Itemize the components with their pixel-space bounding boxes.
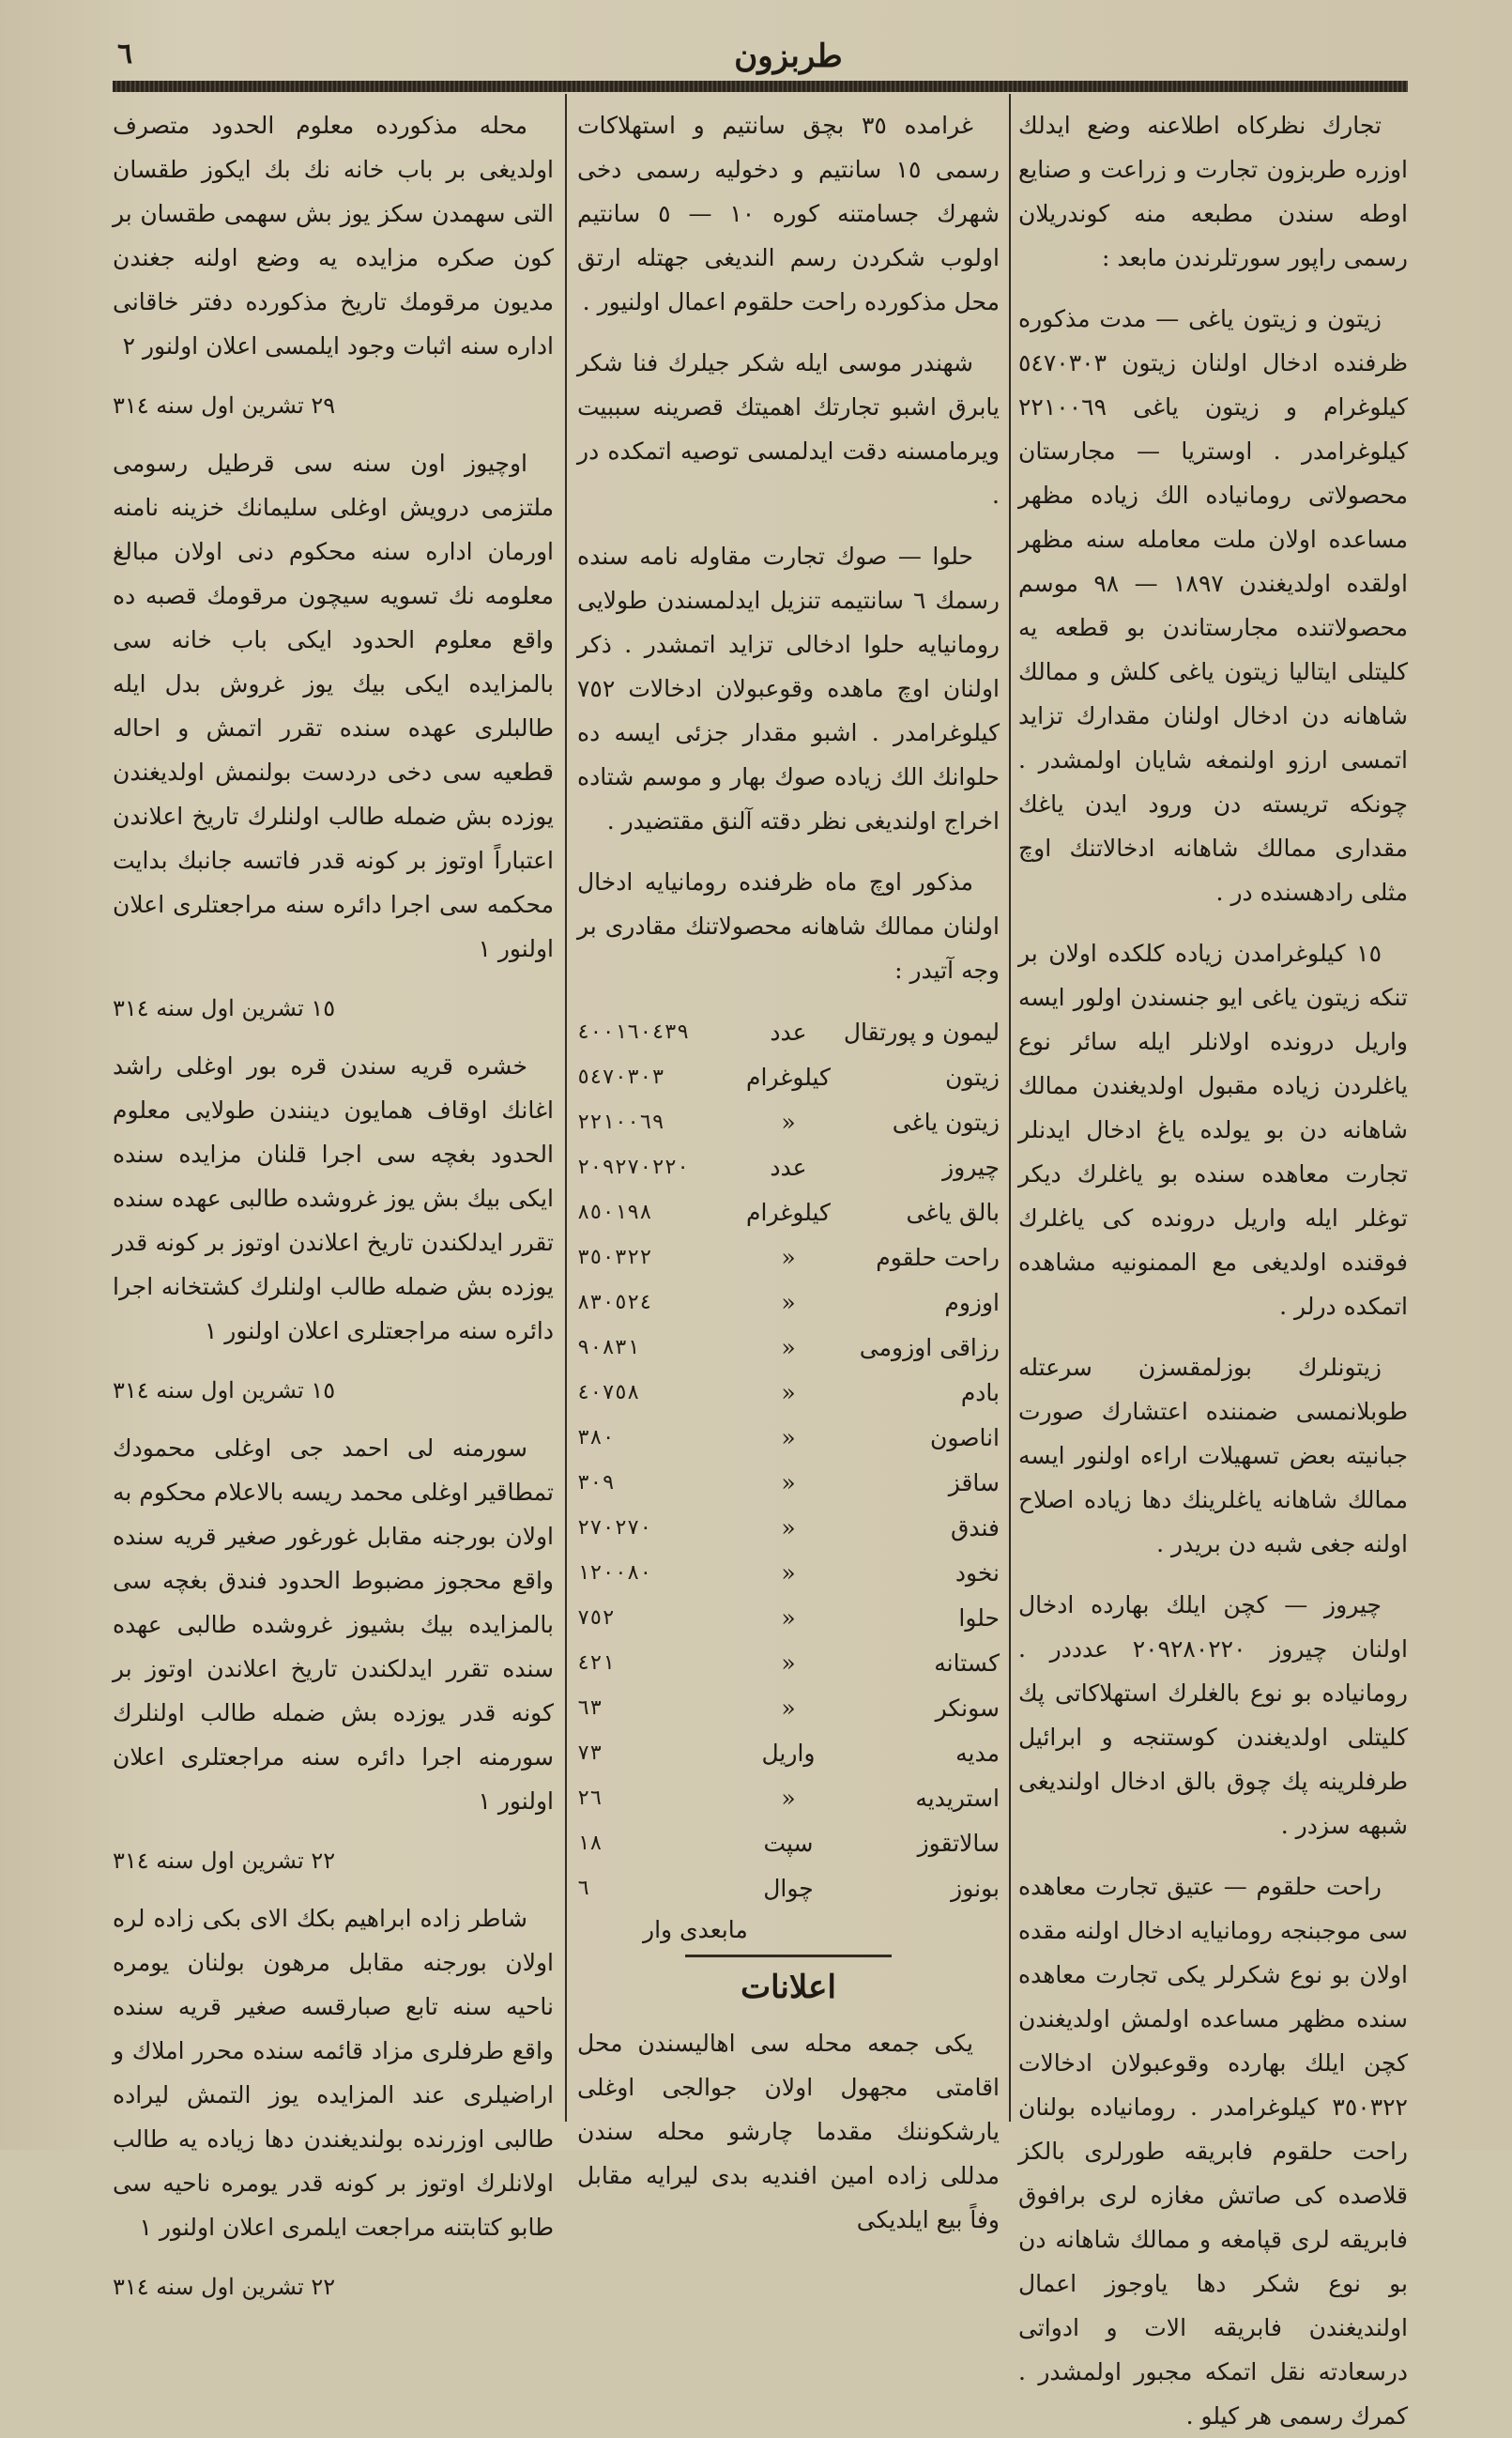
commodity-name: مديه xyxy=(955,1739,1000,1767)
commodity-unit: سپت xyxy=(763,1829,814,1857)
announcement-paragraph: يكى جمعه محله سى اهاليسندن محل اقامتى مجهول اولان جوالجى اوغلى يارشكوننك مقدما چارشو محله سندن مدللى زاده امين افنديه بدى ليرايه مقابل وفاً بيع ايلديكى xyxy=(577,2030,1000,2233)
commodity-name: كستانه xyxy=(934,1648,1000,1677)
commodity-unit: « xyxy=(781,1243,796,1271)
commodity-name: اوزوم xyxy=(944,1288,1000,1316)
commodity-row xyxy=(577,1505,1000,1550)
commodity-row xyxy=(577,1460,1000,1505)
commodity-row xyxy=(577,1234,1000,1280)
commodity-unit: « xyxy=(781,1423,796,1451)
commodity-name: بادم xyxy=(960,1378,1000,1406)
commodity-row xyxy=(577,1099,1000,1144)
commodity-name: ساقز xyxy=(948,1468,1000,1496)
announcement-paragraph: سورمنه لى احمد جى اوغلى محمودك تمطاقير اوغلى محمد ريسه بالاعلام محكوم به اولان بورجنه مقابل غورغور صغير قريه سنده واقع محجوز مضبوط الحدود فندق بغچه سى بالمزايده بيك بشيوز غروشده طالبى عهده سنده تقرر ايدلكندن تاريخ اعلاندن اوتوز بر كونه قدر يوزده بش ضمله طالب اولنلرك سورمنه اجرا دائره سنه مراجعتلرى اعلان اولنور ١ xyxy=(113,1434,554,1815)
commodity-unit: « xyxy=(781,1694,796,1722)
commodity-name: ليمون و پورتقال xyxy=(843,1018,1000,1046)
left-column xyxy=(113,103,554,2300)
commodity-name: چيروز xyxy=(942,1153,1000,1181)
commodity-name: راحت حلقوم xyxy=(876,1243,1000,1271)
commodity-quantity: ٤٠٠١٦٠٤٣٩ xyxy=(577,1020,690,1044)
commodity-name: استريديه xyxy=(915,1784,1000,1812)
article-paragraph: مذكور اوچ ماه ظرفنده رومانيايه ادخال اولنان ممالك شاهانه محصولاتنك مقادرى بر وجه آتيدر : xyxy=(577,868,1000,984)
commodity-quantity: ٨٣٠٥٢٤ xyxy=(577,1290,652,1314)
commodity-name: حلوا xyxy=(958,1603,1000,1632)
announcement-date: ٢٩ تشرين اول سنه ٣١٤ xyxy=(113,392,336,419)
commodity-name: فندق xyxy=(950,1513,1000,1541)
commodity-row xyxy=(577,1189,1000,1234)
commodity-unit: « xyxy=(781,1108,796,1136)
commodity-unit: « xyxy=(781,1603,796,1632)
commodity-unit: عدد xyxy=(770,1018,807,1046)
commodity-name: بونوز xyxy=(951,1874,1000,1902)
commodity-quantity: ٢٧٠٢٧٠ xyxy=(577,1515,652,1540)
commodity-name: سونكر xyxy=(935,1694,1000,1722)
commodity-name: زيتون ياغى xyxy=(892,1108,1000,1136)
article-paragraph: حلوا — صوك تجارت مقاوله نامه سنده رسمك ٦ سانتيمه تنزيل ايدلمسندن طولايى رومانيايه حلوا ادخالى تزايد اتمشدر . ذكر اولنان اوچ ماهده وقوعبولان ادخالات ٧٥٢ كيلوغرامدر . اشبو مقدار جزئى ايسه ده حلوانك الك زياده صوك بهار و موسم شتاده اخراج اولنديغى نظر دقته آلنق مقتضيدر . xyxy=(577,543,1000,835)
commodity-name: زيتون xyxy=(945,1063,1000,1091)
section-divider xyxy=(685,1955,892,1957)
commodity-name: رزاقى اوزومى xyxy=(859,1333,1000,1361)
announcement-date: ١٥ تشرين اول سنه ٣١٤ xyxy=(113,995,336,1021)
announcements-title: اعلانات xyxy=(741,1969,836,2006)
article-paragraph: زيتون و زيتون ياغى — مدت مذكوره ظرفنده ادخال اولنان زيتون ٥٤٧٠٣٠٣ كيلوغرام و زيتون ياغى ٢٢١٠٠٦٩ كيلوغرامدر . اوستريا — مجارستان محصولاتى رومانياده الك زياده مظهر مساعده اولان ملت معامله سنه مظهر اولقده اولديغندن ١٨٩٧ — ٩٨ موسم محصولاتنده مجارستاندن بو قطعه يه كليتلى ايتاليا زيتون ياغى كلش و ممالك شاهانه دن ادخال اولنان مقدارك تزايد اتمسى ارزو اولنمغه شايان اولمشدر . چونكه تريسته دن ورود ايدن ياغك مقدارى ممالك شاهانه ادخالاتنك اوچ مثلى رادهسنده در . xyxy=(1018,305,1408,906)
announcement-paragraph: خشره قريه سندن قره بور اوغلى راشد اغانك اوقاف همايون دينندن طولايى معلوم الحدود بغچه سى اجرا قلنان مزايده سنده ايكى بيك بش يوز غروشده طالبى عهده سنده تقرر ايدلكندن تاريخ اعلاندن اوتوز بر كونه قدر يوزده بش ضمله طالب اولنلرك كشتخانه اجرا دائره سنه مراجعتلرى اعلان اولنور ١ xyxy=(113,1052,554,1344)
commodity-row xyxy=(577,1685,1000,1730)
article-paragraph: غرامده ٣٥ بچق سانتيم و استهلاكات رسمى ١٥ سانتيم و دخوليه رسمى دخى شهرك جسامتنه كوره ١٠ — ٥ سانتيم اولوب شكردن رسم النديغى جهتله ارتق محل مذكورده راحت حلقوم اعمال اولنيور . xyxy=(577,112,1000,315)
right-column xyxy=(1018,103,1408,2430)
commodity-name: سالاتقوز xyxy=(917,1829,1000,1857)
article-paragraph: تجارك نظركاه اطلاعنه وضع ايدلك اوزره طربزون تجارت و زراعت و صنايع اوطه سندن مطبعه منه كوندريلان رسمى راپور سورتلرندن مابعد : xyxy=(1018,112,1408,271)
commodity-quantity: ٨٥٠١٩٨ xyxy=(577,1200,652,1224)
commodity-row xyxy=(577,1730,1000,1775)
commodity-row xyxy=(577,1370,1000,1415)
announcement-date: ١٥ تشرين اول سنه ٣١٤ xyxy=(113,1377,336,1403)
commodity-quantity: ٣٠٩ xyxy=(577,1470,615,1495)
commodity-row xyxy=(577,1009,1000,1054)
commodity-unit: « xyxy=(781,1513,796,1541)
commodity-quantity: ٢٦ xyxy=(577,1786,603,1810)
column-divider xyxy=(1009,94,1011,2122)
commodity-unit: واريل xyxy=(761,1739,816,1767)
commodity-row xyxy=(577,1865,1000,1910)
column-divider xyxy=(565,94,567,2122)
commodity-quantity: ٩٠٨٣١ xyxy=(577,1335,640,1359)
announcement-paragraph: محله مذكورده معلوم الحدود متصرف اولديغى بر باب خانه نك بك ايكوز طقسان التى سهمدن سكز يوز بش سهمى طقسان بر كون صكره مزايده يه وضع اولنه جغندن مديون مرقومك تاريخ مذكورده دفتر خاقانى اداره سنه اثبات وجود ايلمسى اعلان اولنور ٢ xyxy=(113,112,554,360)
commodity-quantity: ٤٢١ xyxy=(577,1650,615,1675)
commodity-quantity: ١٢٠٠٨٠ xyxy=(577,1560,652,1585)
article-paragraph: چيروز — كچن ايلك بهارده ادخال اولنان چيروز ٢٠٩٢٨٠٢٢٠ عدددر . رومانياده بو نوع بالغلرك استهلاكاتى پك كليتلى اولديغندن كوستنجه و ابرائيل طرفلرينه پك چوق بالق ادخال اولنديغى شبهه سزدر . xyxy=(1018,1591,1408,1839)
middle-column xyxy=(577,103,1000,2233)
article-paragraph: شهندر موسى ايله شكر جيلرك فنا شكر يابرق اشبو تجارتك اهميتك قصرينه سببيت ويرمامسنه دقت ايدلمسى توصيه اتمكده در . xyxy=(577,349,1000,509)
commodity-unit: « xyxy=(781,1558,796,1587)
page-number: ٦ xyxy=(117,38,133,70)
commodity-unit: « xyxy=(781,1288,796,1316)
commodity-quantity: ٣٥٠٣٢٢ xyxy=(577,1245,652,1269)
commodity-row xyxy=(577,1325,1000,1370)
commodity-quantity: ٧٣ xyxy=(577,1740,603,1765)
commodity-unit: « xyxy=(781,1784,796,1812)
header-rule xyxy=(113,81,1408,92)
commodity-unit: عدد xyxy=(770,1153,807,1181)
commodity-quantity: ٧٥٢ xyxy=(577,1605,615,1630)
commodity-unit: « xyxy=(781,1378,796,1406)
commodity-row xyxy=(577,1550,1000,1595)
commodity-unit: « xyxy=(781,1468,796,1496)
commodity-unit: « xyxy=(781,1648,796,1677)
article-paragraph: ١٥ كيلوغرامدن زياده كلكده اولان بر تنكه زيتون ياغى ايو جنسندن اولور ايسه واريل درونده اولانلر ايله سائر نوع ياغلردن زياده مقبول اولديغندن ممالك شاهانه دن بو يولده ياغ ادخال ايدنلر تجارت معاهده سنده بو ياغلرك ديكر توغلر ايله واريل درونده كى ياغلرك فوقنده اولديغى مع الممنونيه مشاهده اتمكده درلر . xyxy=(1018,940,1408,1320)
commodity-quantity: ٦ xyxy=(577,1876,590,1900)
commodity-row xyxy=(577,1775,1000,1820)
commodity-row xyxy=(577,1640,1000,1685)
announcement-paragraph: اوچيوز اون سنه سى قرطيل رسومى ملتزمى درويش اوغلى سليمانك خزينه نامنه اورمان اداره سنه محكوم دنى اولان مبالغ معلومه نك تسويه سيچون مرقومك قصبه ده واقع معلوم الحدود ايكى باب خانه سى بالمزايده ايكى بيك يوز غروش بدل ايله طالبلرى عهده سنده تقرر اتمش و احاله قطعيه سى دخى دردست بولنمش اولديغندن يوزده بش ضمله طالب اولنلرك تاريخ اعلاندن اعتباراً اوتوز بر كونه قدر فاتسه جانبك بدايت محكمه سى اجرا دائره سنه مراجعتلرى اعلان اولنور ١ xyxy=(113,450,554,962)
commodity-quantity: ١٨ xyxy=(577,1831,603,1855)
commodity-unit: كيلوغرام xyxy=(746,1063,831,1091)
newspaper-title: طربزون xyxy=(734,38,843,75)
commodity-unit: چوال xyxy=(763,1874,814,1902)
article-paragraph: راحت حلقوم — عتيق تجارت معاهده سى موجبنجه رومانيايه ادخال اولنه مقده اولان بو نوع شكرلر يكى تجارت معاهده سنده مظهر مساعده اولمش اولديغندن كچن ايلك بهارده وقوعبولان ادخالات ٣٥٠٣٢٢ كيلوغرامدر . رومانياده بولنان راحت حلقوم فابريقه طورلرى بالكز قلاصده كى صاتش مغازه لرى برافوق فابريقه لرى قپامغه و ممالك شاهانه دن بو نوع شكر دها ياوجوز اعمال اولنديغندن فابريقه الات و ادواتى درسعادته نقل اتمكه مجبور اولمشدر . كمرك رسمى هر كيلو . xyxy=(1018,1873,1408,2430)
commodity-name: اناصون xyxy=(929,1423,1000,1451)
continued-note: مابعدى وار xyxy=(643,1916,748,1943)
announcement-paragraph: شاطر زاده ابراهيم بكك الاى بكى زاده لره اولان بورجنه مقابل مرهون بولنان يومره ناحيه سنه تابع صبارقسه صغير قريه سنده واقع طرفلرى مزاد قائمه سنده محرر املاك و اراضيلرى عند المزايده يوز التمش ليراده طالبى اوزرنده بولنديغندن دها زياده يه طالب اولانلرك اوتوز بر كونه قدر يومره ناحيه سى طابو كتابتنه مراجعت ايلمرى اعلان اولنور ١ xyxy=(113,1905,554,2241)
commodity-row xyxy=(577,1144,1000,1189)
commodity-quantity: ٢٠٩٢٧٠٢٢٠ xyxy=(577,1155,690,1179)
commodity-quantity: ٥٤٧٠٣٠٣ xyxy=(577,1065,664,1089)
commodity-name: نخود xyxy=(955,1558,1000,1587)
commodity-row xyxy=(577,1054,1000,1099)
commodity-unit: كيلوغرام xyxy=(746,1198,831,1226)
commodity-row xyxy=(577,1415,1000,1460)
commodity-quantity: ٢٢١٠٠٦٩ xyxy=(577,1110,664,1134)
commodity-quantity: ٤٠٧٥٨ xyxy=(577,1380,640,1404)
announcement-date: ٢٢ تشرين اول سنه ٣١٤ xyxy=(113,2274,336,2300)
article-paragraph: زيتونلرك بوزلمقسزن سرعتله طوبلانمسى ضمننده اعتشارك صورت جبانيته بعض تسهيلات اراءه اولنور ايسه ممالك شاهانه ياغلرينك دها زياده اصلاح اولنه جغى شبه دن بريدر . xyxy=(1018,1354,1408,1557)
announcement-date: ٢٢ تشرين اول سنه ٣١٤ xyxy=(113,1848,336,1874)
commodity-row xyxy=(577,1595,1000,1640)
commodities-table xyxy=(577,1009,1000,1910)
commodity-name: بالق ياغى xyxy=(906,1198,1000,1226)
commodity-unit: « xyxy=(781,1333,796,1361)
commodity-row xyxy=(577,1280,1000,1325)
commodity-row xyxy=(577,1820,1000,1865)
commodity-quantity: ٦٣ xyxy=(577,1695,603,1720)
commodity-quantity: ٣٨٠ xyxy=(577,1425,615,1449)
